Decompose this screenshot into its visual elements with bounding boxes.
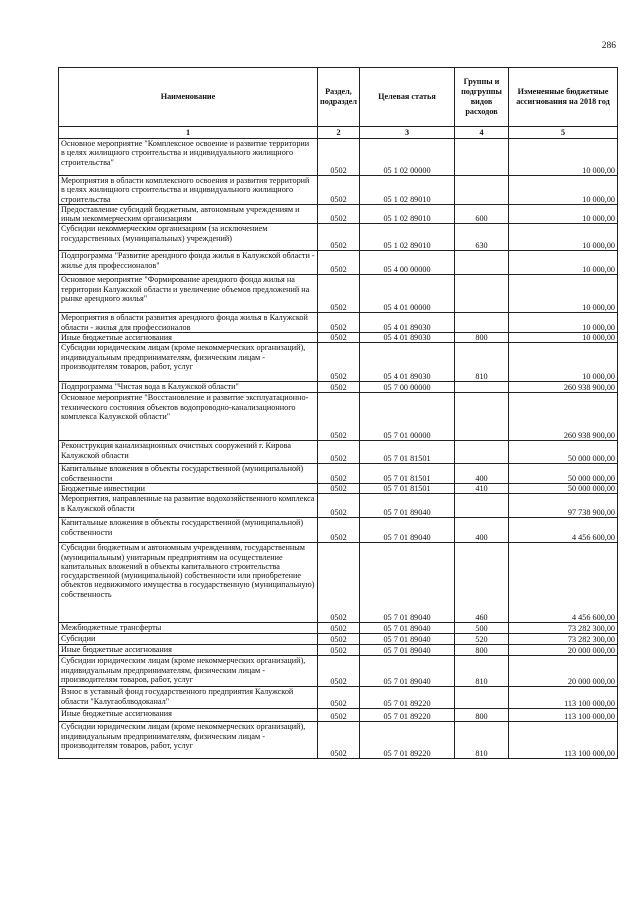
header-groups: Группы и подгруппы видов расходов: [455, 68, 509, 127]
row-section: 0502: [318, 139, 360, 176]
row-group: 500: [455, 623, 509, 634]
row-name: Субсидии бюджетным и автономным учреждениям, государственным (муниципальным) унитарным предприятиям на осуществление капитальных вложений в объекты капитального строительства государственной (муниципальной) собственности или приобретение объектов недвижимого имущества в государственную (муниципальную) собственность: [59, 543, 318, 623]
row-target: 05 4 01 00000: [360, 275, 455, 313]
row-amount: 20 000 000,00: [509, 645, 618, 656]
row-group: 810: [455, 656, 509, 687]
row-group: 800: [455, 709, 509, 722]
row-section: 0502: [318, 224, 360, 251]
row-section: 0502: [318, 518, 360, 543]
row-amount: 260 938 900,00: [509, 382, 618, 393]
table-row: [59, 251, 618, 275]
row-target: 05 7 01 89220: [360, 709, 455, 722]
table-row: [59, 518, 618, 543]
row-name: Подпрограмма "Чистая вода в Калужской области": [59, 382, 318, 393]
row-name: Иные бюджетные ассигнования: [59, 645, 318, 656]
row-group: [455, 494, 509, 518]
row-amount: 10 000,00: [509, 139, 618, 176]
row-target: 05 7 01 81501: [360, 483, 455, 493]
table-row: [59, 382, 618, 393]
row-target: 05 7 01 89040: [360, 518, 455, 543]
row-name: Мероприятия в области развития арендного фонда жилья в Калужской области - жилья для профессионалов: [59, 313, 318, 333]
row-section: 0502: [318, 464, 360, 484]
row-section: 0502: [318, 313, 360, 333]
row-target: 05 4 00 00000: [360, 251, 455, 275]
table-row: [59, 393, 618, 441]
row-target: 05 7 01 89040: [360, 494, 455, 518]
row-section: 0502: [318, 176, 360, 205]
table-row: [59, 313, 618, 333]
row-section: 0502: [318, 656, 360, 687]
row-name: Субсидии: [59, 634, 318, 645]
table-row: [59, 623, 618, 634]
row-amount: 10 000,00: [509, 204, 618, 224]
column-number: 5: [509, 127, 618, 139]
row-amount: 10 000,00: [509, 251, 618, 275]
header-target: Целевая статья: [360, 68, 455, 127]
row-target: 05 4 01 89030: [360, 313, 455, 333]
row-amount: 10 000,00: [509, 313, 618, 333]
table-row: [59, 176, 618, 205]
row-group: [455, 382, 509, 393]
row-amount: 260 938 900,00: [509, 393, 618, 441]
page-number: 286: [601, 41, 616, 51]
column-number: 3: [360, 127, 455, 139]
row-target: 05 7 01 89040: [360, 656, 455, 687]
header-amount: Измененные бюджетные ассигнования на 2018 год: [509, 68, 618, 127]
row-target: 05 7 01 81501: [360, 464, 455, 484]
row-section: 0502: [318, 623, 360, 634]
row-section: 0502: [318, 333, 360, 343]
table-row: [59, 634, 618, 645]
row-target: 05 7 01 89040: [360, 645, 455, 656]
row-target: 05 7 01 89220: [360, 687, 455, 709]
table-body: [59, 139, 618, 759]
table-row: [59, 224, 618, 251]
row-group: [455, 139, 509, 176]
row-target: 05 4 01 89030: [360, 333, 455, 343]
row-target: 05 1 02 89010: [360, 204, 455, 224]
row-amount: 4 456 600,00: [509, 543, 618, 623]
row-name: Реконструкция канализационных очистных сооружений г. Кирова Калужской области: [59, 441, 318, 464]
row-section: 0502: [318, 382, 360, 393]
row-amount: 10 000,00: [509, 343, 618, 382]
row-group: 400: [455, 518, 509, 543]
row-section: 0502: [318, 393, 360, 441]
column-number: 1: [59, 127, 318, 139]
row-section: 0502: [318, 275, 360, 313]
table-row: [59, 483, 618, 493]
row-name: Мероприятия в области комплексного освоения и развития территорий в целях жилищного строительства и индивидуального жилищного строительства: [59, 176, 318, 205]
row-name: Субсидии юридическим лицам (кроме некоммерческих организаций), индивидуальным предпринимателям, физическим лицам - производителям товаров, работ, услуг: [59, 722, 318, 759]
row-section: 0502: [318, 251, 360, 275]
row-amount: 50 000 000,00: [509, 464, 618, 484]
row-group: 800: [455, 645, 509, 656]
row-name: Субсидии юридическим лицам (кроме некоммерческих организаций), индивидуальным предпринимателям, физическим лицам - производителям товаров, работ, услуг: [59, 343, 318, 382]
table-row: [59, 333, 618, 343]
row-name: Капитальные вложения в объекты государственной (муниципальной) собственности: [59, 518, 318, 543]
row-target: 05 7 01 89220: [360, 722, 455, 759]
row-group: 800: [455, 333, 509, 343]
row-amount: 73 282 300,00: [509, 634, 618, 645]
table-header-row: [59, 68, 618, 127]
row-name: Предоставление субсидий бюджетным, автономным учреждениям и иным некоммерческим организациям: [59, 204, 318, 224]
row-amount: 4 456 600,00: [509, 518, 618, 543]
row-name: Иные бюджетные ассигнования: [59, 333, 318, 343]
row-section: 0502: [318, 645, 360, 656]
row-target: 05 7 01 89040: [360, 623, 455, 634]
table-row: [59, 441, 618, 464]
table-row: [59, 645, 618, 656]
table-row: [59, 204, 618, 224]
row-name: Подпрограмма "Развитие арендного фонда жилья в Калужской области - жилье для профессионалов": [59, 251, 318, 275]
row-target: 05 1 02 89010: [360, 176, 455, 205]
row-target: 05 1 02 00000: [360, 139, 455, 176]
row-amount: 20 000 000,00: [509, 656, 618, 687]
row-target: 05 7 01 81501: [360, 441, 455, 464]
row-amount: 10 000,00: [509, 224, 618, 251]
row-section: 0502: [318, 204, 360, 224]
row-group: 600: [455, 204, 509, 224]
table-row: [59, 656, 618, 687]
row-group: [455, 393, 509, 441]
header-section: Раздел, подраздел: [318, 68, 360, 127]
row-amount: 113 100 000,00: [509, 687, 618, 709]
row-name: Капитальные вложения в объекты государственной (муниципальной) собственности: [59, 464, 318, 484]
row-target: 05 4 01 89030: [360, 343, 455, 382]
row-group: [455, 687, 509, 709]
row-amount: 73 282 300,00: [509, 623, 618, 634]
row-target: 05 7 01 89040: [360, 634, 455, 645]
row-section: 0502: [318, 709, 360, 722]
row-group: 520: [455, 634, 509, 645]
row-section: 0502: [318, 722, 360, 759]
row-group: [455, 441, 509, 464]
row-target: 05 7 01 89040: [360, 543, 455, 623]
row-amount: 10 000,00: [509, 176, 618, 205]
row-group: 630: [455, 224, 509, 251]
row-group: 460: [455, 543, 509, 623]
table-row: [59, 687, 618, 709]
row-group: 810: [455, 722, 509, 759]
header-name: Наименование: [59, 68, 318, 127]
table-row: [59, 543, 618, 623]
table-row: [59, 494, 618, 518]
row-target: 05 7 01 00000: [360, 393, 455, 441]
row-amount: 97 738 900,00: [509, 494, 618, 518]
row-name: Субсидии юридическим лицам (кроме некоммерческих организаций), индивидуальным предпринимателям, физическим лицам - производителям товаров, работ, услуг: [59, 656, 318, 687]
row-section: 0502: [318, 441, 360, 464]
row-section: 0502: [318, 687, 360, 709]
row-name: Основное мероприятие "Комплексное освоение и развитие территории в целях жилищного строительства и индивидуального жилищного строительства": [59, 139, 318, 176]
row-name: Субсидии некоммерческим организациям (за исключением государственных (муниципальных) учреждений): [59, 224, 318, 251]
row-target: 05 7 00 00000: [360, 382, 455, 393]
row-amount: 50 000 000,00: [509, 441, 618, 464]
row-name: Межбюджетные трансферты: [59, 623, 318, 634]
row-section: 0502: [318, 343, 360, 382]
column-number: 2: [318, 127, 360, 139]
row-group: 400: [455, 464, 509, 484]
row-section: 0502: [318, 543, 360, 623]
table-row: [59, 709, 618, 722]
row-group: [455, 275, 509, 313]
row-amount: 50 000 000,00: [509, 483, 618, 493]
row-section: 0502: [318, 494, 360, 518]
budget-table: [58, 67, 618, 759]
row-group: 810: [455, 343, 509, 382]
column-number-row: [59, 127, 618, 139]
row-group: [455, 313, 509, 333]
row-group: [455, 176, 509, 205]
row-section: 0502: [318, 634, 360, 645]
row-name: Взнос в уставный фонд государственного предприятия Калужской области "Калугаоблводоканал": [59, 687, 318, 709]
row-name: Иные бюджетные ассигнования: [59, 709, 318, 722]
table-row: [59, 464, 618, 484]
row-amount: 10 000,00: [509, 275, 618, 313]
row-target: 05 1 02 89010: [360, 224, 455, 251]
row-amount: 113 100 000,00: [509, 709, 618, 722]
table-row: [59, 722, 618, 759]
row-group: 410: [455, 483, 509, 493]
table-row: [59, 139, 618, 176]
row-amount: 10 000,00: [509, 333, 618, 343]
row-group: [455, 251, 509, 275]
row-amount: 113 100 000,00: [509, 722, 618, 759]
row-name: Бюджетные инвестиции: [59, 483, 318, 493]
row-name: Мероприятия, направленные на развитие водохозяйственного комплекса в Калужской области: [59, 494, 318, 518]
table-row: [59, 275, 618, 313]
row-section: 0502: [318, 483, 360, 493]
row-name: Основное мероприятие "Восстановление и развитие эксплуатационно-технического состояния объектов водопроводно-канализационного комплекса Калужской области": [59, 393, 318, 441]
table-row: [59, 343, 618, 382]
column-number: 4: [455, 127, 509, 139]
row-name: Основное мероприятие "Формирование арендного фонда жилья на территории Калужской области и увеличение объемов предложений на рынке арендного жилья": [59, 275, 318, 313]
